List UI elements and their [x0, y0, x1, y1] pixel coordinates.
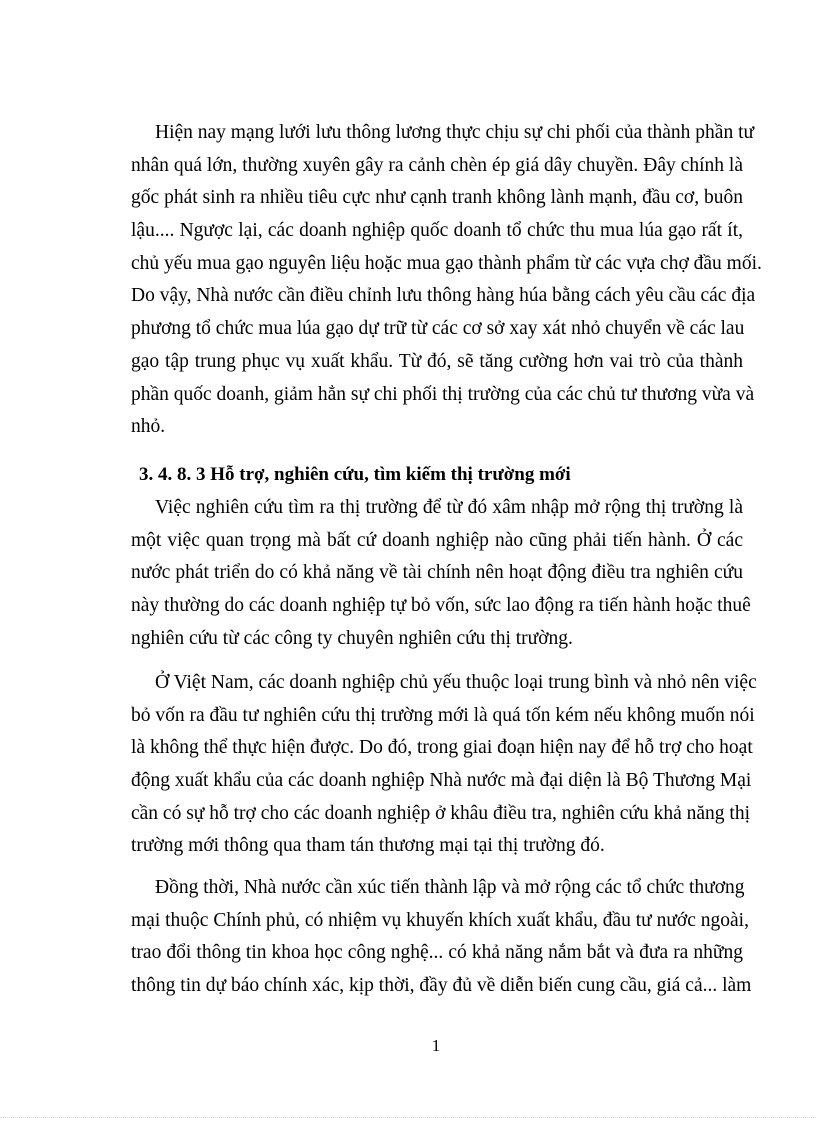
paragraph-line: lậu.... Ngược lại, các doanh nghiệp quốc doanh tổ chức thu mua lúa gạo rất ít, — [131, 220, 743, 242]
paragraph-market-research — [131, 492, 751, 655]
paragraph-line: nhân quá lớn, thường xuyên gây ra cảnh chèn ép giá dây chuyền. Đây chính là — [131, 154, 743, 176]
paragraph-line: trao đổi thông tin khoa học công nghệ... có khả năng nắm bắt và đưa ra những — [131, 942, 743, 964]
paragraph-line: động xuất khẩu của các doanh nghiệp Nhà nước mà đại diện là Bộ Thương Mại — [131, 770, 752, 792]
page-bottom-divider — [0, 1117, 816, 1118]
paragraph-line: Việc nghiên cứu tìm ra thị trường để từ đó xâm nhập mở rộng thị trường là — [155, 497, 743, 518]
paragraph-line: bỏ vốn ra đầu tư nghiên cứu thị trường mới là quá tốn kém nếu không muốn nói — [131, 704, 755, 726]
paragraph-vietnam-enterprises — [131, 667, 757, 863]
paragraph-line: nghiên cứu từ các công ty chuyên nghiên cứu thị trường. — [131, 627, 573, 649]
paragraph-line: cần có sự hỗ trợ cho các doanh nghiệp ở khâu điều tra, nghiên cứu khả năng thị — [131, 802, 750, 824]
paragraph-line: là không thể thực hiện được. Do đó, trong giai đoạn hiện nay để hỗ trợ cho hoạt — [131, 737, 753, 759]
paragraph-line: gốc phát sinh ra nhiều tiêu cực như cạnh tranh không lành mạnh, đầu cơ, buôn — [131, 187, 743, 209]
paragraph-line: phương tổ chức mua lúa gạo dự trữ từ các cơ sở xay xát nhỏ chuyển về các lau — [131, 318, 745, 340]
paragraph-line: phần quốc doanh, giảm hẳn sự chi phối thị trường của các chủ tư thương vừa và — [131, 383, 755, 405]
paragraph-line: này thường do các doanh nghiệp tự bỏ vốn, sức lao động ra tiến hành hoặc thuê — [131, 595, 751, 617]
paragraph-line: gạo tập trung phục vụ xuất khẩu. Từ đó, sẽ tăng cường hơn vai trò của thành — [131, 350, 743, 372]
paragraph-line: thông tin dự báo chính xác, kịp thời, đầy đủ về diễn biến cung cầu, giá cả... làm — [131, 975, 752, 997]
page-number: 1 — [431, 1036, 441, 1055]
paragraph-line: chủ yếu mua gạo nguyên liệu hoặc mua gạo thành phẩm từ các vựa chợ đầu mối. — [131, 252, 762, 274]
paragraph-distribution-network — [131, 117, 762, 444]
paragraph-line: Ở Việt Nam, các doanh nghiệp chủ yếu thuộc loại trung bình và nhỏ nên việc — [155, 672, 757, 693]
paragraph-line: trường mới thông qua tham tán thương mại tại thị trường đó. — [131, 835, 605, 857]
paragraph-line: Do vậy, Nhà nước cần điều chỉnh lưu thông hàng húa bằng cách yêu cầu các địa — [131, 285, 756, 307]
paragraph-line: mại thuộc Chính phủ, có nhiệm vụ khuyến khích xuất khẩu, đầu tư nước ngoài, — [131, 909, 749, 931]
paragraph-line: một việc quan trọng mà bất cứ doanh nghiệp nào cũng phải tiến hành. Ở các — [131, 529, 743, 551]
paragraph-line: Đồng thời, Nhà nước cần xúc tiến thành lập và mở rộng các tổ chức thương — [155, 877, 745, 898]
paragraph-line: Hiện nay mạng lưới lưu thông lương thực chịu sự chi phối của thành phần tư — [155, 122, 755, 143]
paragraph-trade-organizations — [131, 872, 752, 1003]
section-heading: 3. 4. 8. 3 Hỗ trợ, nghiên cứu, tìm kiếm thị trường mới — [139, 464, 571, 485]
paragraph-line: nhỏ. — [131, 416, 166, 438]
paragraph-line: nước phát triển do có khả năng về tài chính nên hoạt động điều tra nghiên cứu — [131, 562, 743, 584]
